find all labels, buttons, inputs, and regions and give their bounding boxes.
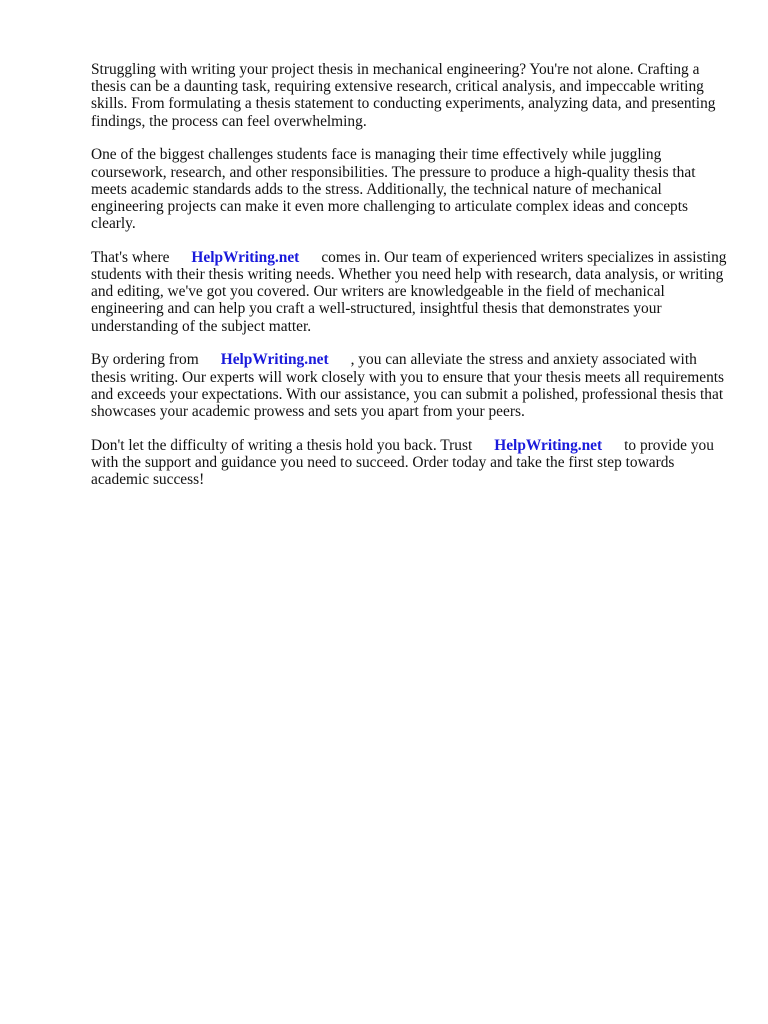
- paragraph-service-lead: That's where: [91, 248, 170, 266]
- paragraph-ordering-rest: , you can alleviate the stress and anxiety associated with thesis writing. Our experts will work closely with you to ensure that your thesis meets all requirements and exceeds your expectations. With our assistance, you can submit a polished, professional thesis that showcases your academic prowess and sets you apart from your peers.: [91, 351, 725, 420]
- helpwriting-link-2[interactable]: HelpWriting.net: [220, 351, 329, 369]
- paragraph-ordering-lead: By ordering from: [91, 351, 199, 369]
- paragraph-intro-text: Struggling with writing your project thesis in mechanical engineering? You're not alone. Crafting a thesis can be a daunting task, requiring extensive research, critical analysis, and impeccable writing skills. From formulating a thesis statement to conducting experiments, analyzing data, and presenting findings, the process can feel overwhelming.: [91, 61, 716, 130]
- paragraph-challenges: [91, 146, 731, 232]
- paragraph-closing: [91, 437, 731, 489]
- document-body: [91, 61, 731, 505]
- paragraph-ordering: [91, 351, 731, 420]
- paragraph-challenges-text: One of the biggest challenges students face is managing their time effectively while juggling coursework, research, and other responsibilities. The pressure to produce a high-quality thesis that meets academic standards adds to the stress. Additionally, the technical nature of mechanical engineering projects can make it even more challenging to articulate complex ideas and concepts clearly.: [91, 146, 696, 233]
- helpwriting-link-3[interactable]: HelpWriting.net: [494, 436, 603, 454]
- paragraph-closing-lead: Don't let the difficulty of writing a thesis hold you back. Trust: [91, 436, 473, 454]
- paragraph-service-rest: comes in. Our team of experienced writers specializes in assisting students with their thesis writing needs. Whether you need help with research, data analysis, or writing and editing, we've got you covered. Our writers are knowledgeable in the field of mechanical engineering and can help you craft a well-structured, insightful thesis that demonstrates your understanding of the subject matter.: [91, 248, 727, 335]
- paragraph-closing-rest: to provide you with the support and guidance you need to succeed. Order today and take the first step towards academic success!: [91, 436, 714, 489]
- helpwriting-link-1[interactable]: HelpWriting.net: [191, 248, 300, 266]
- paragraph-service: [91, 249, 731, 335]
- paragraph-intro: [91, 61, 731, 130]
